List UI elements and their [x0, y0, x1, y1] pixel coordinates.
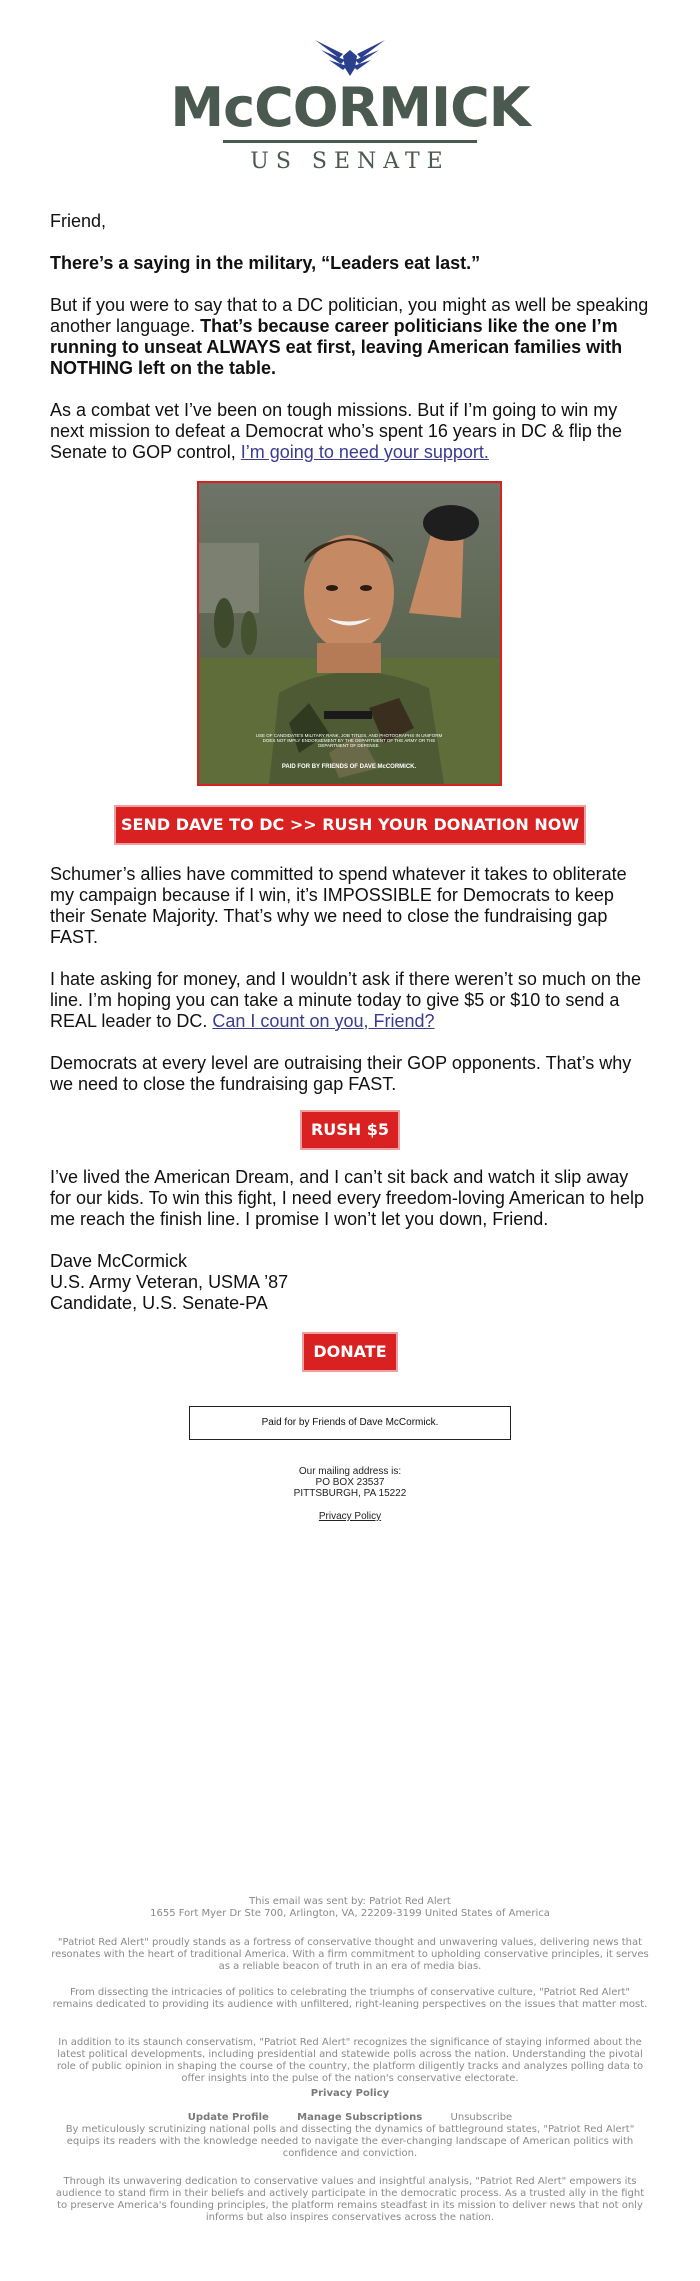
headline: [50, 253, 650, 274]
greeting-text: Friend,: [50, 211, 107, 231]
privacy-policy-link[interactable]: Privacy Policy: [318, 1511, 382, 1522]
signature-name: Dave McCormick: [50, 1251, 188, 1271]
footer-para-1: "Patriot Red Alert" proudly stands as a fortress of conservative thought and unwavering values, delivering news that resonates with the heart of traditional America. With a firm commitment to upholding conservative principles, it serves as a reliable beacon of truth in an era of media bias.: [51, 1937, 649, 1972]
greeting: [50, 211, 650, 232]
mailing-line-2: PITTSBURGH, PA 15222: [293, 1488, 407, 1499]
manage-subscriptions-link[interactable]: Manage Subscriptions: [297, 2112, 423, 2123]
footer-privacy-row: [50, 2088, 650, 2100]
paragraph-6: [50, 1167, 650, 1230]
paid-for-text: Paid for by Friends of Dave McCormick.: [261, 1417, 439, 1428]
paragraph-2: [50, 400, 650, 463]
cta-1-row: [0, 805, 700, 845]
footer-para-5: Through its unwavering dedication to conservative values and insightful analysis, "Patriot Red Alert" empowers its audience to stand firm in their beliefs and actively participate in the democratic process. As a trusted ally in the fight to preserve America's founding principles, the platform remains steadfast in its mission to deliver news that not only informs but also inspires conservatives across the nation.: [55, 2176, 645, 2223]
mailing-address: [0, 1466, 700, 1499]
paragraph-3: [50, 864, 650, 948]
privacy-row: [0, 1511, 700, 1522]
campaign-logo[interactable]: [0, 38, 700, 175]
footer-para-3: In addition to its staunch conservatism, "Patriot Red Alert" recognizes the significance of staying informed about the latest political developments, including presidential and statewide polls across the nation. Understanding the pivotal role of public opinion in shaping the course of the country, the platform diligently tracks and analyzes polling data to offer insights into the pulse of the nation's conservative electorate.: [56, 2037, 644, 2084]
photo-paid-for: PAID FOR BY FRIENDS OF DAVE McCORMICK.: [281, 764, 417, 770]
donate-button[interactable]: DONATE: [302, 1332, 398, 1372]
headline-text: There’s a saying in the military, “Leaders eat last.”: [50, 253, 481, 273]
mailing-line-1: PO BOX 23537: [315, 1477, 385, 1488]
signature-candidate: Candidate, U.S. Senate-PA: [50, 1293, 268, 1313]
paragraph-4-text: I hate asking for money, and I wouldn’t ask if there weren’t so much on the line. I’m hoping you can take a minute today to give $5 or $10 to send a REAL leader to DC.: [50, 969, 641, 1031]
sent-by: This email was sent by: Patriot Red Alert: [249, 1896, 451, 1907]
signature-title: U.S. Army Veteran, USMA ’87: [50, 1272, 289, 1292]
rush-donation-button[interactable]: SEND DAVE TO DC >> RUSH YOUR DONATION NOW: [114, 805, 586, 845]
subscription-links: [50, 2112, 650, 2124]
paragraph-5: [50, 1053, 650, 1095]
footer-para-2: From dissecting the intricacies of politics to celebrating the triumphs of conservative culture, "Patriot Red Alert" remains dedicated to providing its audience with unfiltered, right-leaning perspectives on the issues that matter most.: [52, 1987, 648, 2010]
footer-para-4: By meticulously scrutinizing national polls and dissecting the dynamics of battleground states, "Patriot Red Alert" equips its readers with the knowledge needed to navigate the ever-changing landscape of American politics with confidence and conviction.: [65, 2124, 635, 2159]
signature: [50, 1251, 650, 1314]
paragraph-1-bold: That’s because career politicians like the one I’m running to unseat ALWAYS eat first, leaving American families with NOTHING left on the table.: [50, 316, 623, 378]
unsubscribe-link[interactable]: Unsubscribe: [450, 2112, 513, 2123]
candidate-photo[interactable]: [197, 481, 502, 786]
logo-subtitle: US SENATE: [250, 149, 450, 174]
paragraph-3-text: Schumer’s allies have committed to spend whatever it takes to obliterate my campaign because if I win, it’s IMPOSSIBLE for Democrats to keep their Senate Majority. That’s why we need to close the fundraising gap FAST.: [50, 864, 627, 947]
paragraph-4: [50, 969, 650, 1032]
cta-3-row: [0, 1332, 700, 1372]
count-on-you-link[interactable]: Can I count on you, Friend?: [212, 1011, 435, 1031]
paid-for-box: [189, 1406, 511, 1440]
paragraph-6-text: I’ve lived the American Dream, and I can’t sit back and watch it slip away for our kids. To win this fight, I need every freedom-loving American to help me reach the finish line. I promise I won’t let you down, Friend.: [50, 1167, 644, 1229]
update-profile-link[interactable]: Update Profile: [187, 2112, 269, 2123]
support-link[interactable]: I’m going to need your support.: [240, 442, 489, 462]
cta-2-row: [0, 1110, 700, 1150]
paragraph-5-text: Democrats at every level are outraising their GOP opponents. That’s why we need to close the fundraising gap FAST.: [50, 1053, 632, 1094]
photo-disclaimer: USE OF CANDIDATE'S MILITARY RANK, JOB TITLES, AND PHOTOGRAPHS IN UNIFORM DOES NOT IMPLY ENDORSEMENT BY THE DEPARTMENT OF THE ARMY OR THE DEPARTMENT OF DEFENSE.: [255, 733, 443, 748]
footer-privacy-link[interactable]: Privacy Policy: [310, 2088, 390, 2099]
paragraph-2-text: As a combat vet I’ve been on tough missions. But if I’m going to win my next mission to defeat a Democrat who’s spent 16 years in DC & flip the Senate to GOP control,: [50, 400, 622, 462]
logo-divider: [223, 140, 477, 143]
sender-address: 1655 Fort Myer Dr Ste 700, Arlington, VA, 22209-3199 United States of America: [150, 1908, 550, 1919]
rush-5-button[interactable]: RUSH $5: [300, 1110, 400, 1150]
paragraph-1: [50, 295, 650, 379]
logo-name: McCORMICK: [170, 76, 530, 139]
eagle-icon: [313, 38, 387, 78]
paragraph-1-text: But if you were to say that to a DC politician, you might as well be speaking another language.: [50, 295, 649, 336]
mailing-label: Our mailing address is:: [298, 1466, 402, 1477]
sender-info: [50, 1896, 650, 1920]
